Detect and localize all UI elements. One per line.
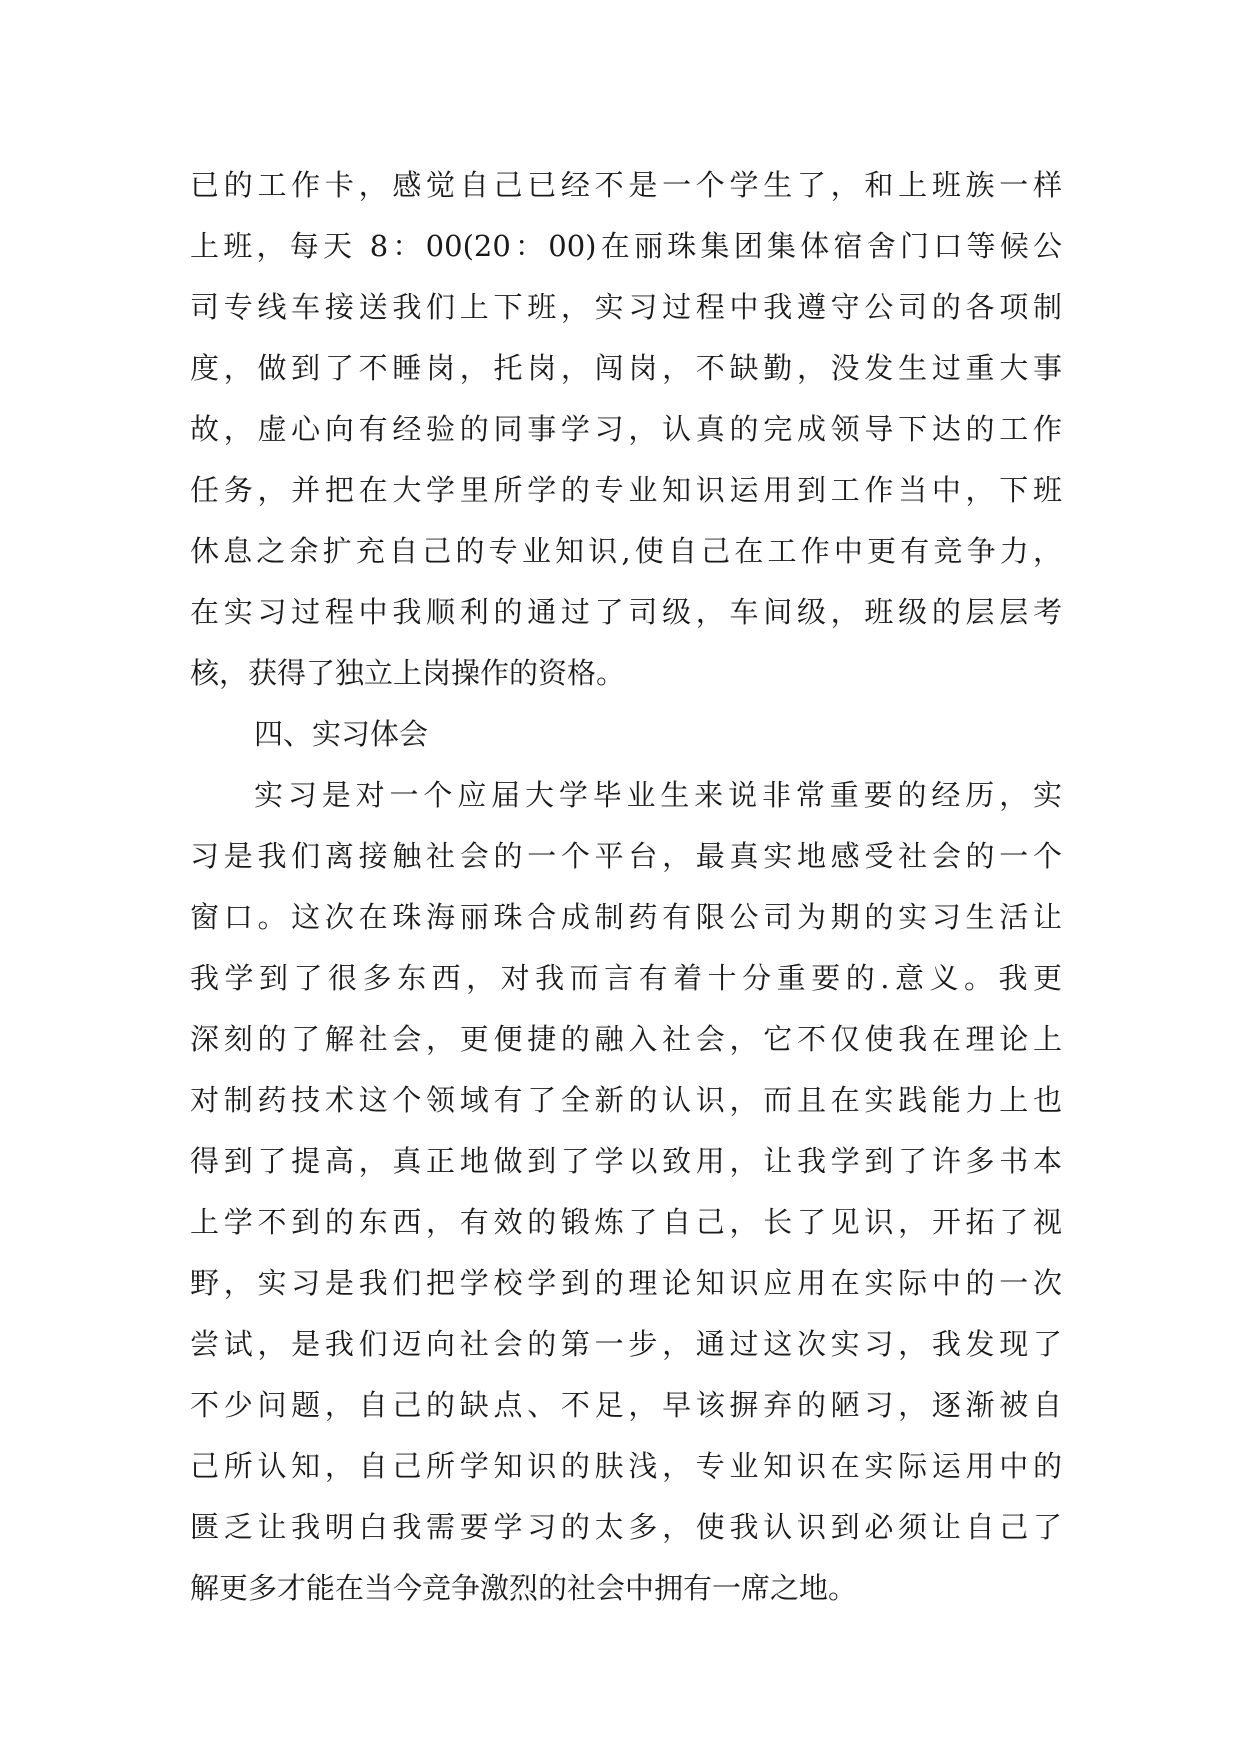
paragraph-line: 尝试，是我们迈向社会的第一步，通过这次实习，我发现了 [190,1327,1062,1361]
paragraph-line: 野，实习是我们把学校学到的理论知识应用在实际中的一次 [190,1266,1062,1300]
paragraph-line: 在实习过程中我顺利的通过了司级，车间级，班级的层层考 [190,595,1062,629]
paragraph-line: 故，虚心向有经验的同事学习，认真的完成领导下达的工作 [190,412,1062,446]
paragraph-line: 休息之余扩充自己的专业知识,使自己在工作中更有竞争力， [190,534,1062,568]
paragraph-line: 我学到了很多东西，对我而言有着十分重要的.意义。我更 [190,961,1062,995]
paragraph-line: 匮乏让我明白我需要学习的太多，使我认识到必须让自己了 [190,1510,1062,1544]
paragraph-line: 深刻的了解社会，更便捷的融入社会，它不仅使我在理论上 [190,1022,1062,1056]
paragraph-line: 己所认知，自己所学知识的肤浅，专业知识在实际运用中的 [190,1449,1062,1483]
experience-paragraph [190,765,1062,1619]
paragraph-line: 窗口。这次在珠海丽珠合成制药有限公司为期的实习生活让 [190,900,1062,934]
paragraph-line: 实习是对一个应届大学毕业生来说非常重要的经历，实 [254,778,1062,812]
paragraph-line: 不少问题，自己的缺点、不足，早该摒弃的陋习，逐渐被自 [190,1388,1062,1422]
paragraph-line: 度，做到了不睡岗，托岗，闯岗，不缺勤，没发生过重大事 [190,351,1062,385]
paragraph-line: 核，获得了独立上岗操作的资格。 [190,656,626,690]
paragraph-line: 对制药技术这个领域有了全新的认识，而且在实践能力上也 [190,1083,1062,1117]
continued-paragraph [190,155,1062,704]
paragraph-line: 解更多才能在当今竞争激烈的社会中拥有一席之地。 [190,1571,858,1605]
paragraph-line: 得到了提高，真正地做到了学以致用，让我学到了许多书本 [190,1144,1062,1178]
paragraph-line: 已的工作卡，感觉自己已经不是一个学生了，和上班族一样 [190,168,1062,202]
paragraph-line: 习是我们离接触社会的一个平台，最真实地感受社会的一个 [190,839,1062,873]
paragraph-line: 任务，并把在大学里所学的专业知识运用到工作当中，下班 [190,473,1062,507]
paragraph-line: 司专线车接送我们上下班，实习过程中我遵守公司的各项制 [190,290,1062,324]
section-heading: 四、实习体会 [254,717,429,751]
paragraph-line: 上学不到的东西，有效的锻炼了自己，长了见识，开拓了视 [190,1205,1062,1239]
paragraph-line: 上班，每天 8：00(20：00)在丽珠集团集体宿舍门口等候公 [190,229,1062,263]
document-body [190,155,1062,1619]
